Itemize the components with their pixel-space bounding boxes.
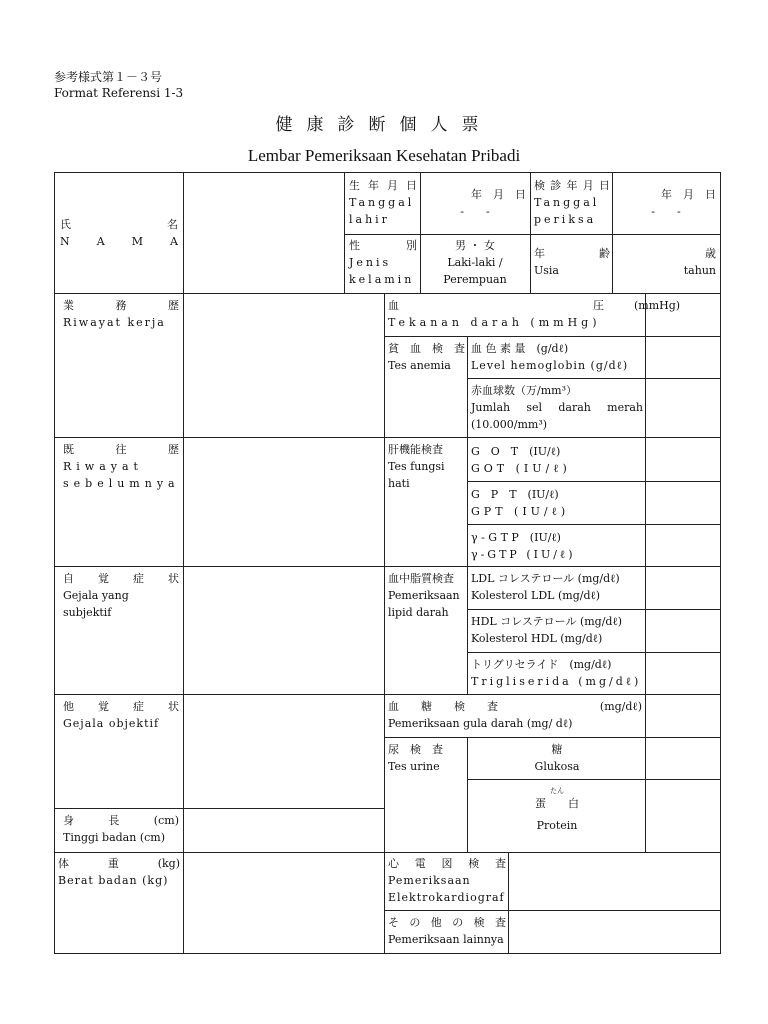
name-field[interactable] [186, 175, 342, 291]
hdl-field[interactable] [648, 612, 718, 650]
sex-options[interactable]: 男 ・ 女 Laki-laki / Perempuan [443, 239, 507, 286]
glucose-label: 糖 Glukosa [534, 743, 580, 773]
gpt-field[interactable] [648, 484, 718, 522]
triglyceride-label: トリグリセライド (mg/dℓ) Trigliserida (mg/dℓ) [471, 658, 642, 688]
subjective-symptoms-field[interactable] [186, 569, 382, 692]
urine-test-label: 尿 検 査 Tes urine [388, 743, 443, 773]
objective-symptoms-field[interactable] [186, 697, 382, 806]
birth-date-field[interactable]: 年 月 日 - - [460, 188, 526, 218]
age-label: 年 齢 Usia [534, 247, 610, 277]
anemia-test-label: 貧血検査 Tes anemia [388, 342, 465, 372]
other-test-label: その他の検査 Pemeriksaan lainnya [388, 916, 506, 946]
blood-sugar-label: 血 糖 検 査 (mg/dℓ) Pemeriksaan gula darah (mg/ dℓ) [388, 700, 642, 730]
gpt-label: G P T (IU/ℓ) GPT (IU/ℓ) [471, 488, 570, 518]
work-history-field[interactable] [186, 296, 382, 435]
hdl-label: HDL コレステロール (mg/dℓ) Kolesterol HDL (mg/dℓ) [471, 615, 623, 645]
subjective-symptoms-label: 自 覚 症 状 Gejala yang subjektif [63, 572, 179, 619]
height-field[interactable] [186, 811, 382, 850]
exam-date-field[interactable]: 年 月 日 - - [651, 188, 716, 218]
height-label: 身 長 (cm) Tinggi badan (cm) [63, 814, 179, 844]
work-history-label: 業 務 歴 Riwayat kerja [63, 299, 179, 329]
ldl-field[interactable] [648, 569, 718, 607]
age-field[interactable]: 歳 tahun [683, 247, 716, 277]
liver-test-label: 肝機能検査 Tes fungsi hati [388, 443, 445, 490]
ldl-label: LDL コレステロール (mg/dℓ) Kolesterol LDL (mg/dℓ) [471, 572, 620, 602]
protein-label: たん 蛋 白 Protein [535, 787, 579, 832]
weight-field[interactable] [186, 855, 382, 951]
lipid-test-label: 血中脂質検査 Pemeriksaan lipid darah [388, 572, 460, 619]
ecg-field[interactable] [511, 855, 718, 908]
red-blood-cell-field[interactable] [648, 381, 718, 435]
form-title-jp: 健康診断個人票 [275, 115, 493, 135]
hemoglobin-field[interactable] [648, 339, 718, 376]
blood-sugar-field[interactable] [648, 697, 718, 735]
other-test-field[interactable] [511, 913, 718, 951]
reference-number-jp: 参考様式第１－３号 [54, 70, 163, 84]
triglyceride-field[interactable] [648, 655, 718, 692]
ecg-test-label: 心電図検査 Pemeriksaan Elektrokardiograf [388, 857, 506, 904]
blood-pressure-label: 血 圧 (mmHg) Tekanan darah (mmHg) [388, 299, 681, 329]
weight-label: 体 重 (kg) Berat badan (kg) [58, 857, 180, 887]
glucose-field[interactable] [648, 740, 718, 777]
medical-history-label: 既 往 歴 Riwayat sebelumnya [63, 443, 180, 490]
got-label: G O T (IU/ℓ) GOT (IU/ℓ) [471, 445, 571, 475]
red-blood-cell-label: 赤血球数（万/mm³） Jumlah sel darah merah (10.000/mm³) [471, 384, 643, 431]
hemoglobin-label: 血 色 素 量 (g/dℓ) Level hemoglobin (g/dℓ) [471, 342, 629, 372]
name-label: 氏 名 N A M A [60, 218, 178, 248]
blood-pressure-field[interactable] [648, 296, 718, 334]
ggtp-label: γ - G T P (IU/ℓ) γ-GTP (IU/ℓ) [471, 531, 576, 561]
birth-date-label: 生年月日 Tanggal lahir [349, 179, 417, 226]
protein-field[interactable] [648, 782, 718, 850]
exam-date-label: 検診年月日 Tanggal periksa [534, 179, 610, 226]
got-field[interactable] [648, 440, 718, 479]
ggtp-field[interactable] [648, 527, 718, 564]
medical-history-field[interactable] [186, 440, 382, 564]
reference-number-id: Format Referensi 1-3 [54, 86, 184, 100]
form-title-id: Lembar Pemeriksaan Kesehatan Pribadi [247, 146, 521, 165]
sex-label: 性 別 Jenis kelamin [349, 239, 417, 286]
objective-symptoms-label: 他 覚 症 状 Gejala objektif [63, 700, 179, 730]
